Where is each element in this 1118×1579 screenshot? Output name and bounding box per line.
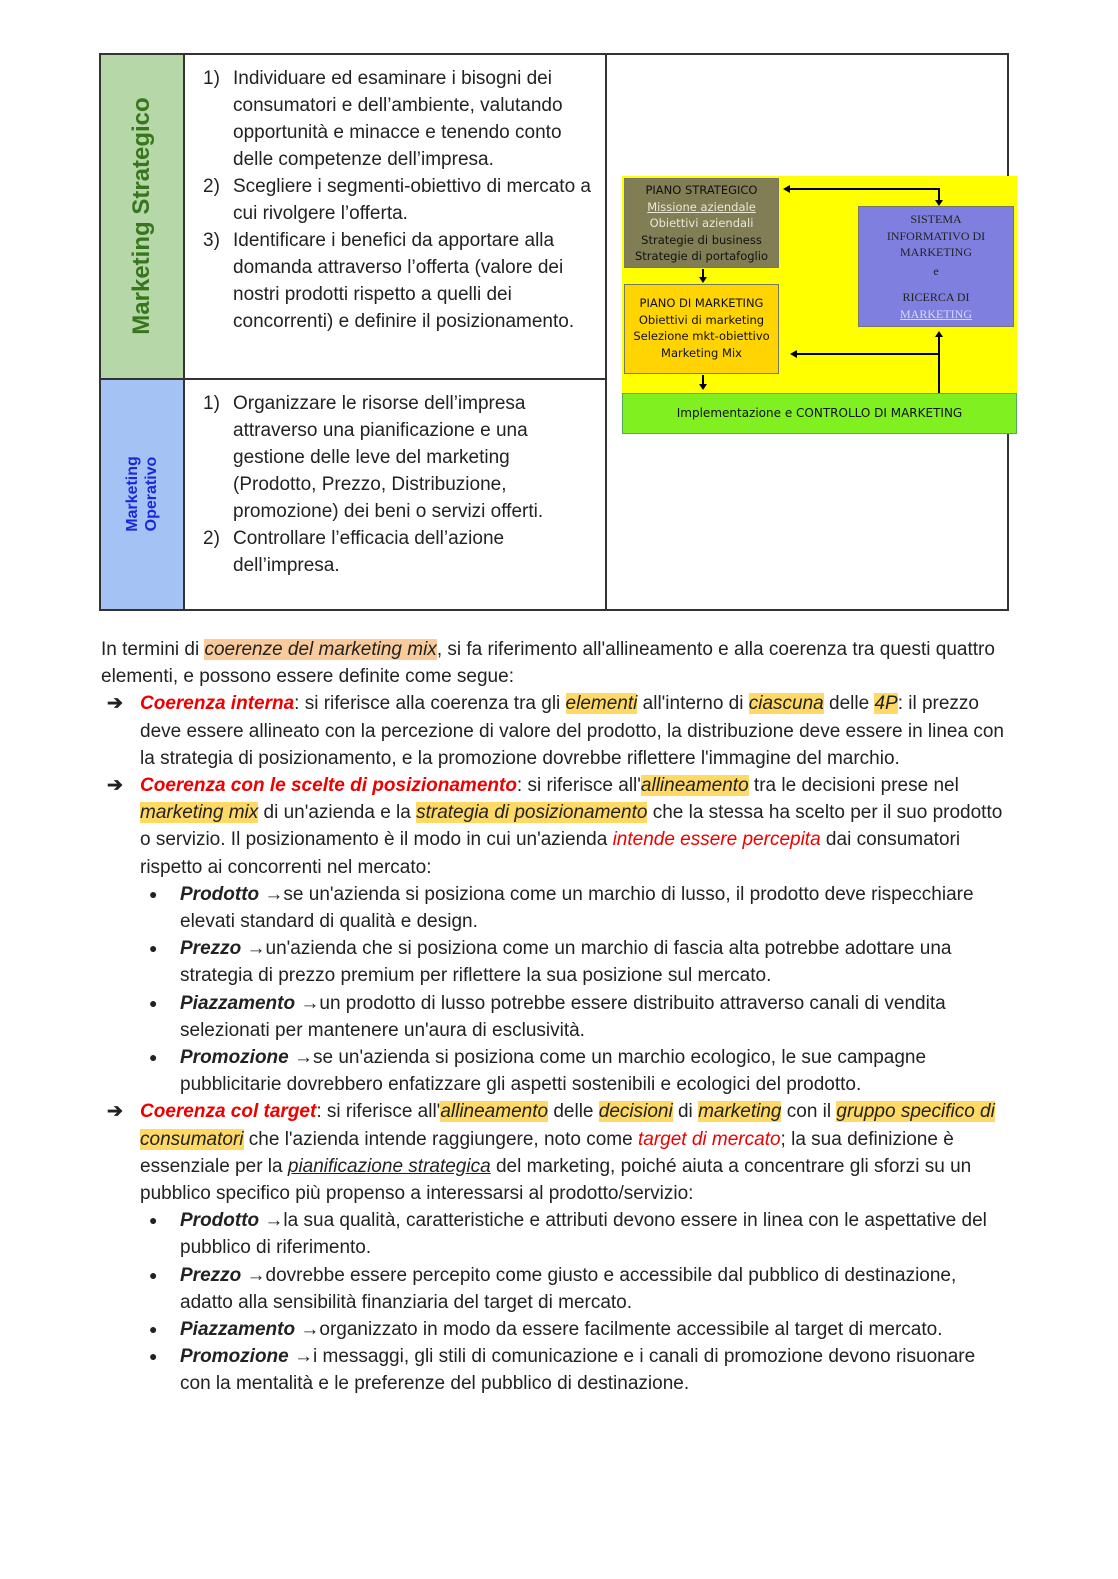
- text-run: delle: [548, 1101, 599, 1123]
- text-run: →se un'azienda si posiziona come un marchio di lusso, il prodotto deve rispecchiare elevati standard di qualità e design.: [180, 883, 974, 933]
- box-line: PIANO DI MARKETING: [639, 296, 764, 310]
- item-text: Organizzare le risorse dell’impresa attraverso una pianificazione e una gestione delle leve del marketing (Prodotto, Prezzo, Distribuzione, promozione) dei beni o servizi offerti.: [233, 392, 544, 522]
- text-run: Prezzo: [180, 938, 242, 960]
- text-run: allineamento: [640, 775, 749, 797]
- bullet-list-item: [101, 1316, 1011, 1343]
- arrow-head-icon: [699, 384, 707, 390]
- text-run: →i messaggi, gli stili di comunicazione e i canali di promozione devono risuonare con la mentalità e le preferenze del pubblico di destinazione.: [180, 1346, 976, 1395]
- text-run: ; la sua definizione è essenziale per la: [140, 1128, 954, 1177]
- arrow-line: [797, 353, 939, 355]
- text-run: allineamento: [440, 1101, 549, 1123]
- operativo-label-line: Marketing: [124, 456, 141, 533]
- text-run: Coerenza con le scelte di posizionamento: [140, 775, 517, 797]
- item-text: Controllare l’efficacia dell’azione dell’impresa.: [233, 527, 505, 576]
- text-run: →dovrebbe essere percepito come giusto e accessibile dal pubblico di destinazione, adatto alla sensibilità finanziaria del target di mercato.: [180, 1264, 957, 1313]
- box-line: MARKETING: [900, 245, 972, 259]
- item-number: 2): [203, 176, 220, 197]
- text-run: →un'azienda che si posiziona come un marchio di fascia alta potrebbe adottare una strategia di prezzo premium per riflettere la sua posizione sul mercato.: [180, 938, 952, 987]
- arrow-line: [938, 337, 940, 393]
- box-line: Marketing Mix: [661, 345, 742, 360]
- bullet-list-item: [101, 1343, 1011, 1397]
- intro-paragraph: [101, 636, 1011, 690]
- text-run: tra le decisioni prese nel: [748, 775, 959, 797]
- text-run: del marketing, poiché aiuta a concentrare gli sforzi su un pubblico specifico più propenso a interessarsi al prodotto/servizio:: [140, 1155, 972, 1205]
- operativo-label-cell: [100, 379, 184, 610]
- text-run: ciascuna: [748, 693, 824, 715]
- text-run: gruppo specifico di consumatori: [140, 1101, 995, 1150]
- bullet-list-item: [101, 1262, 1011, 1316]
- text-run: all'interno di: [637, 693, 749, 715]
- box-line: PIANO STRATEGICO: [645, 183, 758, 197]
- item-text: Scegliere i segmenti-obiettivo di mercato a cui rivolgere l’offerta.: [233, 176, 592, 224]
- arrow-line: [789, 188, 939, 190]
- text-run: 4P: [874, 693, 898, 715]
- bullet-dot-icon: ●: [149, 1348, 158, 1365]
- text-run: decisioni: [598, 1101, 673, 1123]
- box-line: e: [933, 263, 939, 278]
- item-number: 3): [203, 230, 220, 251]
- strategico-label: Marketing Strategico: [128, 97, 155, 335]
- piano-marketing-box: [624, 284, 779, 374]
- text-run: : si riferisce all': [516, 775, 641, 797]
- box-line: INFORMATIVO DI: [886, 228, 986, 243]
- body-text: [101, 636, 1011, 1398]
- text-run: che l'azienda intende raggiungere, noto come: [243, 1128, 638, 1150]
- text-run: strategia di posizionamento: [416, 802, 648, 824]
- text-run: : si riferisce all': [316, 1101, 441, 1123]
- bullet-list-item: [101, 935, 1011, 989]
- text-run: Piazzamento: [180, 1319, 296, 1341]
- numbered-item: [185, 65, 595, 173]
- box-line: Strategie di portafoglio: [635, 249, 768, 263]
- text-run: coerenze del marketing mix: [204, 639, 437, 660]
- text-run: di un'azienda e la: [258, 802, 417, 824]
- text-run: target di mercato: [637, 1128, 781, 1150]
- arrow-head-icon: [783, 185, 790, 193]
- text-run: elementi: [565, 693, 638, 715]
- item-number: 1): [203, 68, 220, 89]
- box-line: Selezione mkt-obiettivo: [633, 329, 770, 343]
- strategico-list: [185, 65, 595, 335]
- arrow-list-item: [101, 1098, 1011, 1207]
- text-run: →la sua qualità, caratteristiche e attributi devono essere in linea con le aspettative del pubblico di riferimento.: [180, 1210, 987, 1259]
- text-run: , si fa riferimento all'allineamento e alla coerenza tra questi quattro elementi, e possono essere definite come segue:: [101, 639, 995, 688]
- text-run: che la stessa ha scelto per il suo prodotto o servizio. Il posizionamento è il modo in cui un'azienda: [140, 802, 1003, 851]
- arrow-list-item: [101, 690, 1011, 772]
- text-run: Prodotto: [180, 1210, 260, 1232]
- text-run: In termini di: [101, 639, 205, 660]
- operativo-list: [185, 390, 595, 579]
- bullet-dot-icon: ●: [149, 940, 158, 957]
- arrow-list-item: [101, 772, 1011, 881]
- bullet-dot-icon: ●: [149, 1266, 158, 1283]
- text-run: →un prodotto di lusso potrebbe essere distribuito attraverso canali di vendita selezionati per mantenere un'aura di esclusività.: [180, 992, 946, 1041]
- text-run: Prodotto: [180, 883, 260, 905]
- item-text: Identificare i benefici da apportare alla domanda attraverso l’offerta (valore dei nostri prodotti rispetto a quelli dei concorrenti) e definire il posizionamento.: [233, 230, 575, 332]
- item-text: Individuare ed esaminare i bisogni dei consumatori e dell’ambiente, valutando opportunità e minacce e tenendo conto delle competenze dell’impresa.: [233, 68, 563, 170]
- operativo-label: [123, 457, 161, 533]
- text-run: : il prezzo deve essere allineato con la percezione di valore del prodotto, la distribuzione deve essere in linea con la strategia di posizionamento, e la promozione dovrebbe riflettere l'immagine del marchio.: [140, 693, 1004, 769]
- operativo-text-cell: [184, 379, 606, 610]
- box-line: Strategie di business: [641, 232, 762, 247]
- bullet-dot-icon: ●: [149, 885, 158, 902]
- numbered-item: [185, 173, 595, 227]
- marketing-table: [99, 53, 1009, 611]
- operativo-label-line: Operativo: [143, 456, 160, 532]
- text-run: marketing mix: [140, 802, 259, 824]
- text-run: marketing: [698, 1101, 782, 1123]
- text-run: Piazzamento: [180, 992, 296, 1014]
- arrow-head-icon: [935, 331, 943, 337]
- text-run: →se un'azienda si posiziona come un marchio ecologico, le sue campagne pubblicitarie dovrebbero enfatizzare gli aspetti sostenibili e ecologici del prodotto.: [180, 1047, 927, 1096]
- box-line: Missione aziendale: [647, 199, 756, 214]
- text-run: Coerenza interna: [140, 693, 295, 715]
- arrow-head-icon: [935, 200, 943, 206]
- text-run: Promozione: [180, 1346, 289, 1368]
- text-run: Promozione: [180, 1047, 289, 1069]
- bullet-dot-icon: ●: [149, 1321, 158, 1338]
- implementazione-box: Implementazione e CONTROLLO DI MARKETING: [622, 393, 1017, 434]
- bullet-dot-icon: ●: [149, 1212, 158, 1229]
- box-line: Obiettivi aziendali: [649, 216, 754, 230]
- text-run: →organizzato in modo da essere facilmente accessibile al target di mercato.: [295, 1319, 943, 1341]
- arrow-bullet-icon: ➔: [107, 693, 123, 715]
- arrow-head-icon: [699, 277, 707, 283]
- text-run: Prezzo: [180, 1264, 242, 1286]
- text-run: pianificazione strategica: [287, 1155, 491, 1177]
- text-run: Coerenza col target: [140, 1101, 317, 1123]
- box-line: Obiettivi di marketing: [638, 312, 765, 327]
- bullet-list-item: [101, 990, 1011, 1044]
- numbered-item: [185, 525, 595, 579]
- arrow-head-icon: [790, 350, 797, 358]
- bullet-dot-icon: ●: [149, 1049, 158, 1066]
- piano-strategico-box: [624, 178, 779, 268]
- text-run: con il: [781, 1101, 837, 1123]
- item-number: 2): [203, 527, 220, 549]
- text-run: : si riferisce alla coerenza tra gli: [294, 693, 566, 715]
- strategico-label-cell: [100, 54, 184, 379]
- text-run: intende essere percepita: [612, 829, 821, 851]
- arrow-bullet-icon: ➔: [107, 775, 123, 797]
- box-line: SISTEMA: [910, 212, 962, 226]
- box-line: RICERCA DI: [902, 290, 970, 304]
- text-run: delle: [823, 693, 875, 715]
- diagram-cell: [606, 54, 1008, 610]
- item-number: 1): [203, 392, 220, 414]
- arrow-bullet-icon: ➔: [107, 1101, 123, 1123]
- box-line: MARKETING: [900, 306, 972, 321]
- bullet-list-item: [101, 881, 1011, 935]
- bullet-list-item: [101, 1044, 1011, 1098]
- bullet-dot-icon: ●: [149, 994, 158, 1011]
- strategico-text-cell: [184, 54, 606, 379]
- text-run: di: [672, 1101, 699, 1123]
- numbered-item: [185, 390, 595, 525]
- text-run: dai consumatori rispetto ai concorrenti nel mercato:: [140, 829, 961, 878]
- bullet-list-item: [101, 1207, 1011, 1261]
- numbered-item: [185, 227, 595, 335]
- marketing-process-diagram: [607, 55, 1007, 609]
- sistema-informativo-box: [858, 206, 1014, 327]
